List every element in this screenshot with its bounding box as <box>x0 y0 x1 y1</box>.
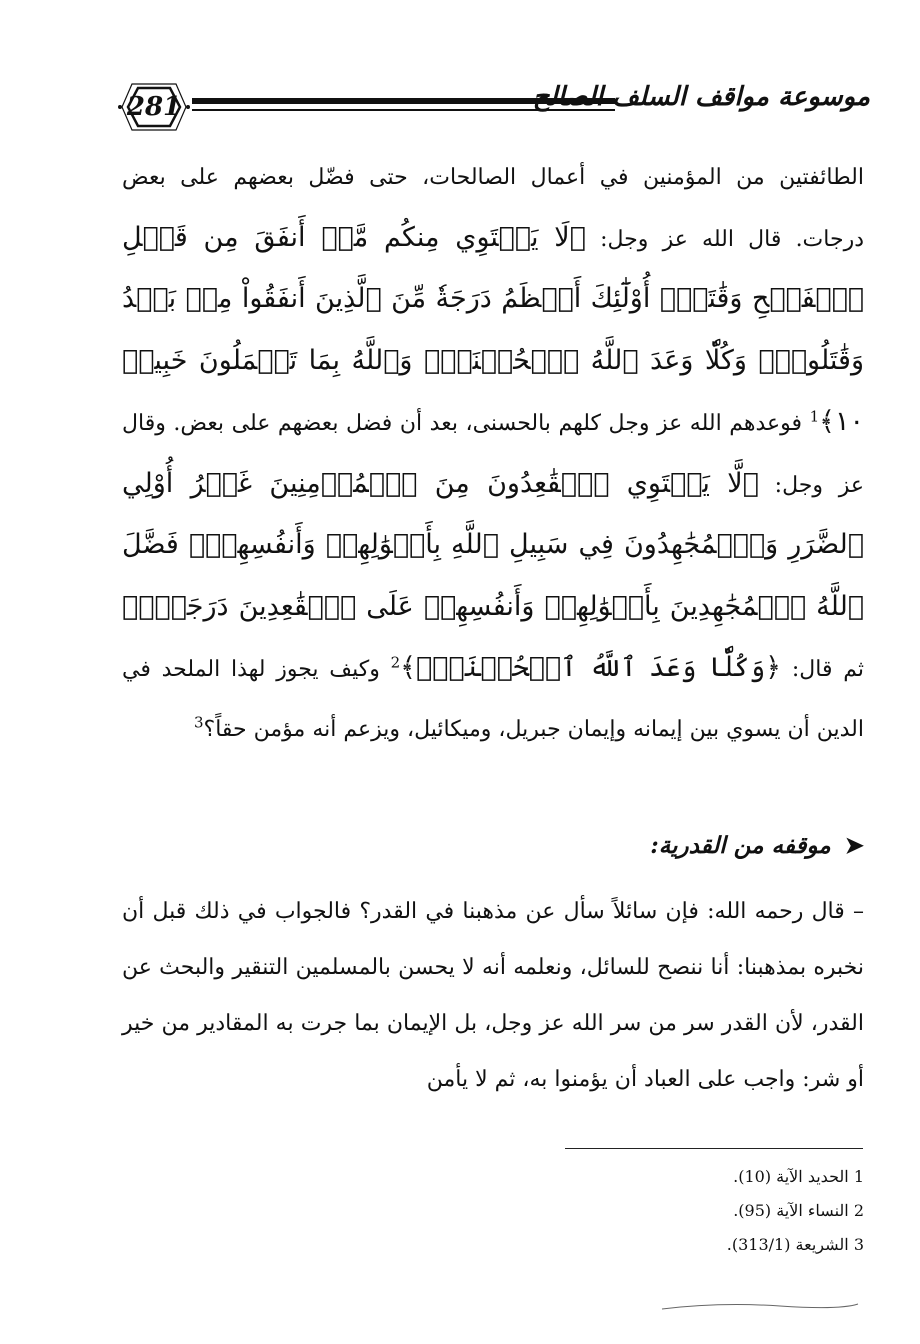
section-heading <box>650 832 864 859</box>
section-heading-text: موقفه من القدرية: <box>650 832 831 859</box>
section-text <box>122 884 864 1108</box>
paragraph-text: الطائفتين من المؤمنين في أعمال الصالحات، حتى فضّل بعضهم على بعض درجات. قال الله عز وجل: <box>122 165 864 252</box>
scan-mark-decoration <box>660 1300 860 1314</box>
page-number: 281 <box>126 92 182 122</box>
footnote-item: 1 الحديد الآية (10). <box>733 1167 864 1186</box>
quran-verse: ﴿لَّا يَسۡتَوِي ٱلۡقَٰعِدُونَ مِنَ ٱلۡمُؤۡمِنِينَ غَيۡرُ أُوْلِي ٱلضَّرَرِ وَٱلۡمُجَٰهِدُونَ فِي سَبِيلِ ٱللَّهِ بِأَمۡوَٰلِهِمۡ وَأَنفُسِهِمۡۚ فَضَّلَ ٱللَّهُ ٱلۡمُجَٰهِدِينَ بِأَمۡوَٰلِهِمۡ وَأَنفُسِهِمۡ عَلَى ٱلۡقَٰعِدِينَ دَرَجَةٗۚ﴾ <box>122 467 864 622</box>
footnote-reference: 3 <box>194 713 204 732</box>
section-paragraph: – قال رحمه الله: فإن سائلاً سأل عن مذهبنا في القدر؟ فالجواب في ذلك قبل أن نخبره بمذهبنا: أنا ننصح للسائل، ونعلمه أنه لا يحسن بالمسلمين التنقير والبحث عن القدر، لأن القدر سر من سر الله عز وجل، بل الإيمان بما جرت به المقادير من خير أو شر: واجب على العباد أن يؤمنوا به، ثم لا يأمن <box>122 899 864 1092</box>
footnotes <box>464 1160 864 1262</box>
paragraph-text: ثم قال: <box>791 657 865 682</box>
main-paragraph <box>122 148 864 759</box>
paragraph-text: فوعدهم الله عز وجل كلهم بالحسنى، بعد أن فضل بعضهم على بعض. وقال عز وجل: <box>122 411 865 498</box>
series-title: موسوعة مواقف السلف الصالح <box>532 82 870 112</box>
footnote-item: 2 النساء الآية (95). <box>733 1201 864 1220</box>
paragraph-text: وكيف يجوز لهذا الملحد في الدين أن يسوي بين إيمانه وإيمان جبريل، وميكائيل، ويزعم أنه مؤمن حقاً؟ <box>122 657 864 742</box>
footnote-separator <box>565 1148 863 1149</box>
page-header <box>110 72 870 152</box>
quran-verse: ﴿وَكُلّٗا وَعَدَ ٱللَّهُ ٱلۡحُسۡنَىٰۚ﴾ <box>400 652 782 683</box>
footnote-reference: 2 <box>390 653 401 672</box>
footnote-item: 3 الشريعة (313/1). <box>726 1235 864 1254</box>
footnote-reference: 1 <box>809 407 820 426</box>
arrow-bullet-icon: ➤ <box>844 832 864 859</box>
main-text <box>122 148 864 759</box>
page-number-badge <box>118 82 190 132</box>
quran-verse: ﴿لَا يَسۡتَوِي مِنكُم مَّنۡ أَنفَقَ مِن قَبۡلِ ٱلۡفَتۡحِ وَقَٰتَلَۚ أُوْلَٰٓئِكَ أَعۡظَمُ دَرَجَةٗ مِّنَ ٱلَّذِينَ أَنفَقُواْ مِنۢ بَعۡدُ وَقَٰتَلُواْۚ وَكُلّٗا وَعَدَ ٱللَّهُ ٱلۡحُسۡنَىٰۚ وَٱللَّهُ بِمَا تَعۡمَلُونَ خَبِيرٞ ١٠﴾ <box>122 221 864 437</box>
